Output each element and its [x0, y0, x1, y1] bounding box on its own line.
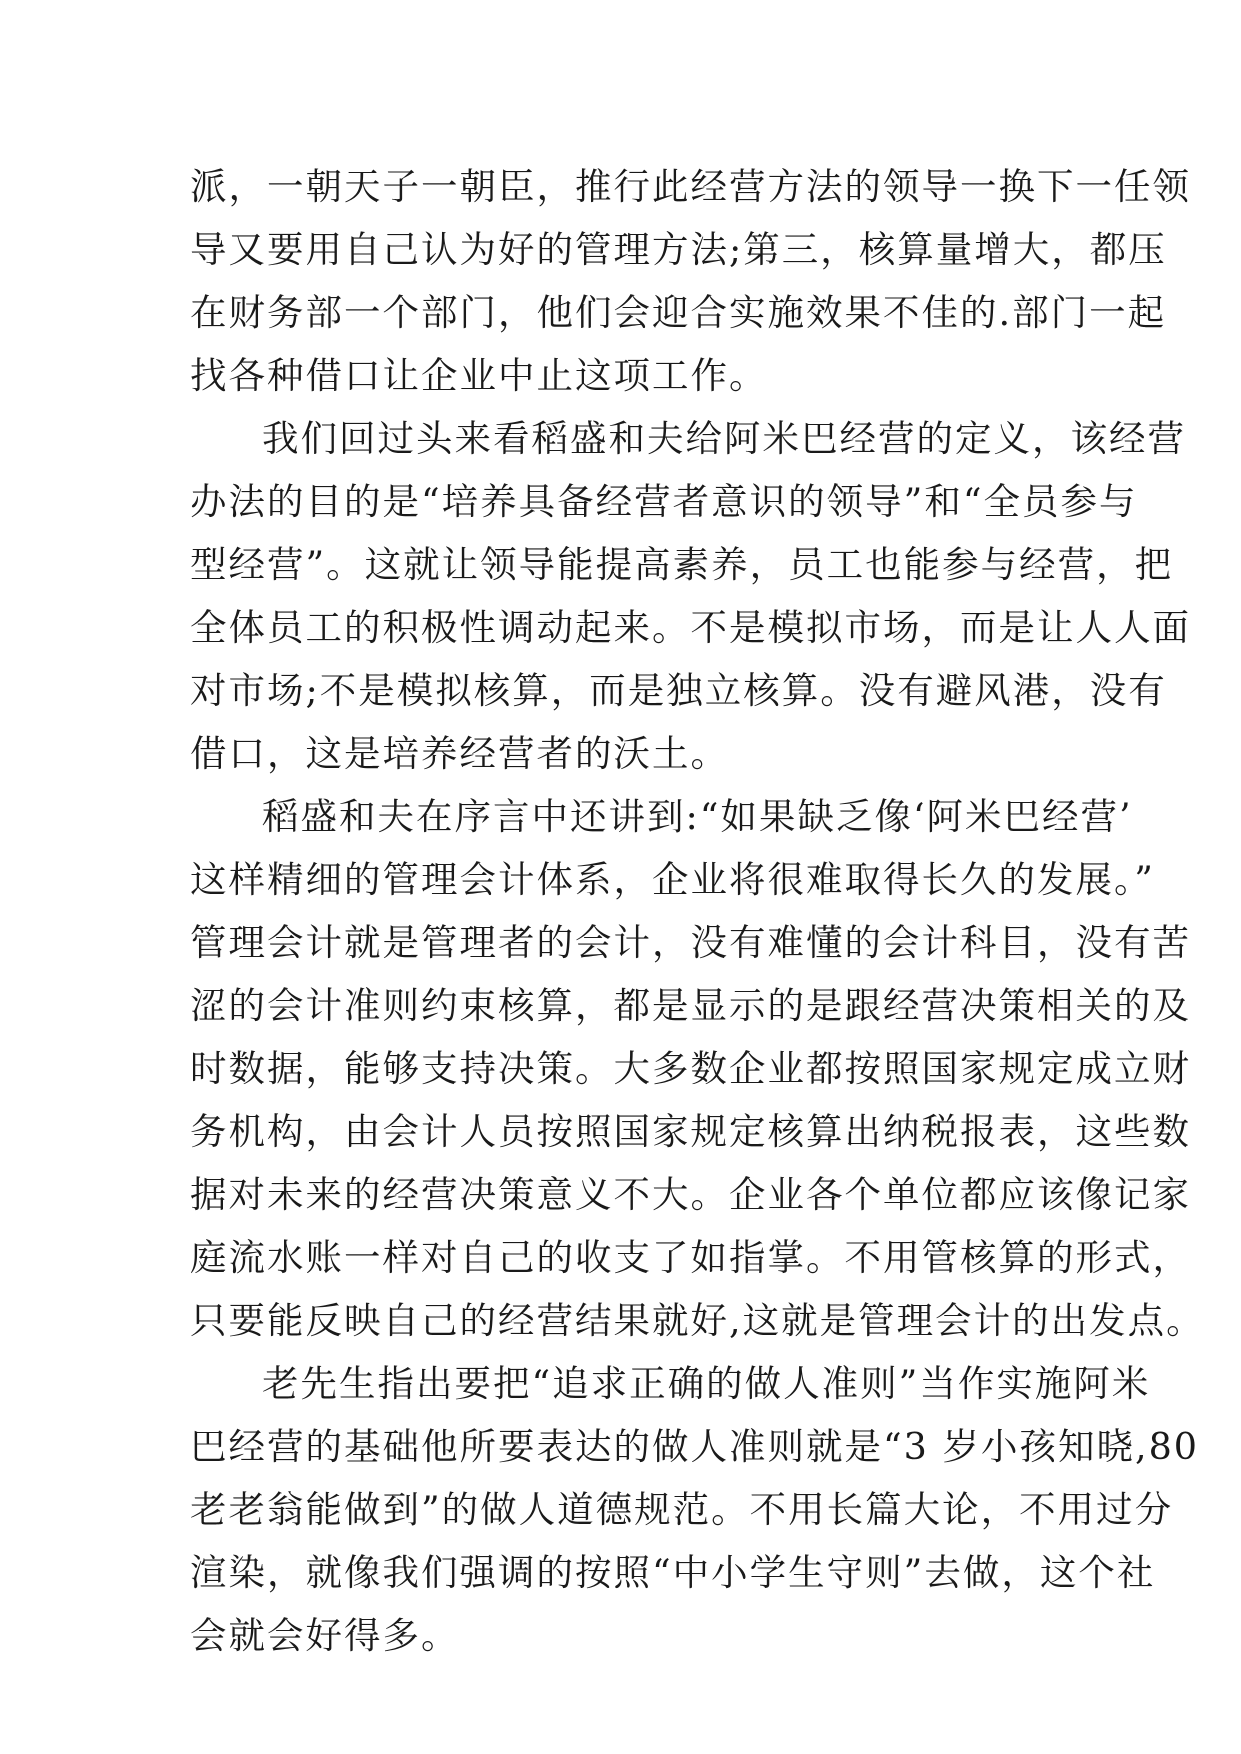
text-line: 管理会计就是管理者的会计，没有难懂的会计科目，没有苦: [190, 921, 1191, 964]
text-line: 我们回过头来看稻盛和夫给阿米巴经营的定义，该经营: [262, 417, 1186, 460]
text-line: 老先生指出要把“追求正确的做人准则”当作实施阿米: [262, 1362, 1151, 1405]
text-line: 务机构，由会计人员按照国家规定核算出纳税报表，这些数: [190, 1110, 1191, 1153]
text-line: 办法的目的是“培养具备经营者意识的领导”和“全员参与: [190, 480, 1138, 523]
text-line: 派，一朝天子一朝臣，推行此经营方法的领导一换下一任领: [190, 165, 1191, 208]
text-line: 这样精细的管理会计体系，企业将很难取得长久的发展。”: [190, 858, 1155, 901]
text-line: 渲染，就像我们强调的按照“中小学生守则”去做，这个社: [190, 1551, 1156, 1594]
text-line: 据对未来的经营决策意义不大。企业各个单位都应该像记家: [190, 1173, 1191, 1216]
text-line: 时数据，能够支持决策。大多数企业都按照国家规定成立财: [190, 1047, 1191, 1090]
text-line: 庭流水账一样对自己的收支了如指掌。不用管核算的形式，: [190, 1236, 1191, 1279]
document-body: [190, 162, 1205, 1674]
text-line: 借口，这是培养经营者的沃土。: [190, 732, 729, 775]
text-line: 导又要用自己认为好的管理方法;第三，核算量增大，都压: [190, 228, 1167, 271]
text-line: 对市场;不是模拟核算，而是独立核算。没有避风港，没有: [190, 669, 1167, 712]
text-line: 涩的会计准则约束核算，都是显示的是跟经营决策相关的及: [190, 984, 1191, 1027]
text-line: 型经营”。这就让领导能提高素养，员工也能参与经营，把: [190, 543, 1174, 586]
text-line: 全体员工的积极性调动起来。不是模拟市场，而是让人人面: [190, 606, 1191, 649]
text-line: 在财务部一个部门，他们会迎合实施效果不佳的.部门一起: [190, 291, 1167, 334]
text-line: 巴经营的基础他所要表达的做人准则就是“3 岁小孩知晓,80: [190, 1425, 1200, 1468]
text-line: 会就会好得多。: [190, 1614, 460, 1657]
text-line: 找各种借口让企业中止这项工作。: [190, 354, 768, 397]
text-line: 老老翁能做到”的做人道德规范。不用长篇大论，不用过分: [190, 1488, 1174, 1531]
text-line: 稻盛和夫在序言中还讲到:“如果缺乏像‘阿米巴经营’: [262, 795, 1133, 838]
text-line: 只要能反映自己的经营结果就好,这就是管理会计的出发点。: [190, 1299, 1205, 1342]
